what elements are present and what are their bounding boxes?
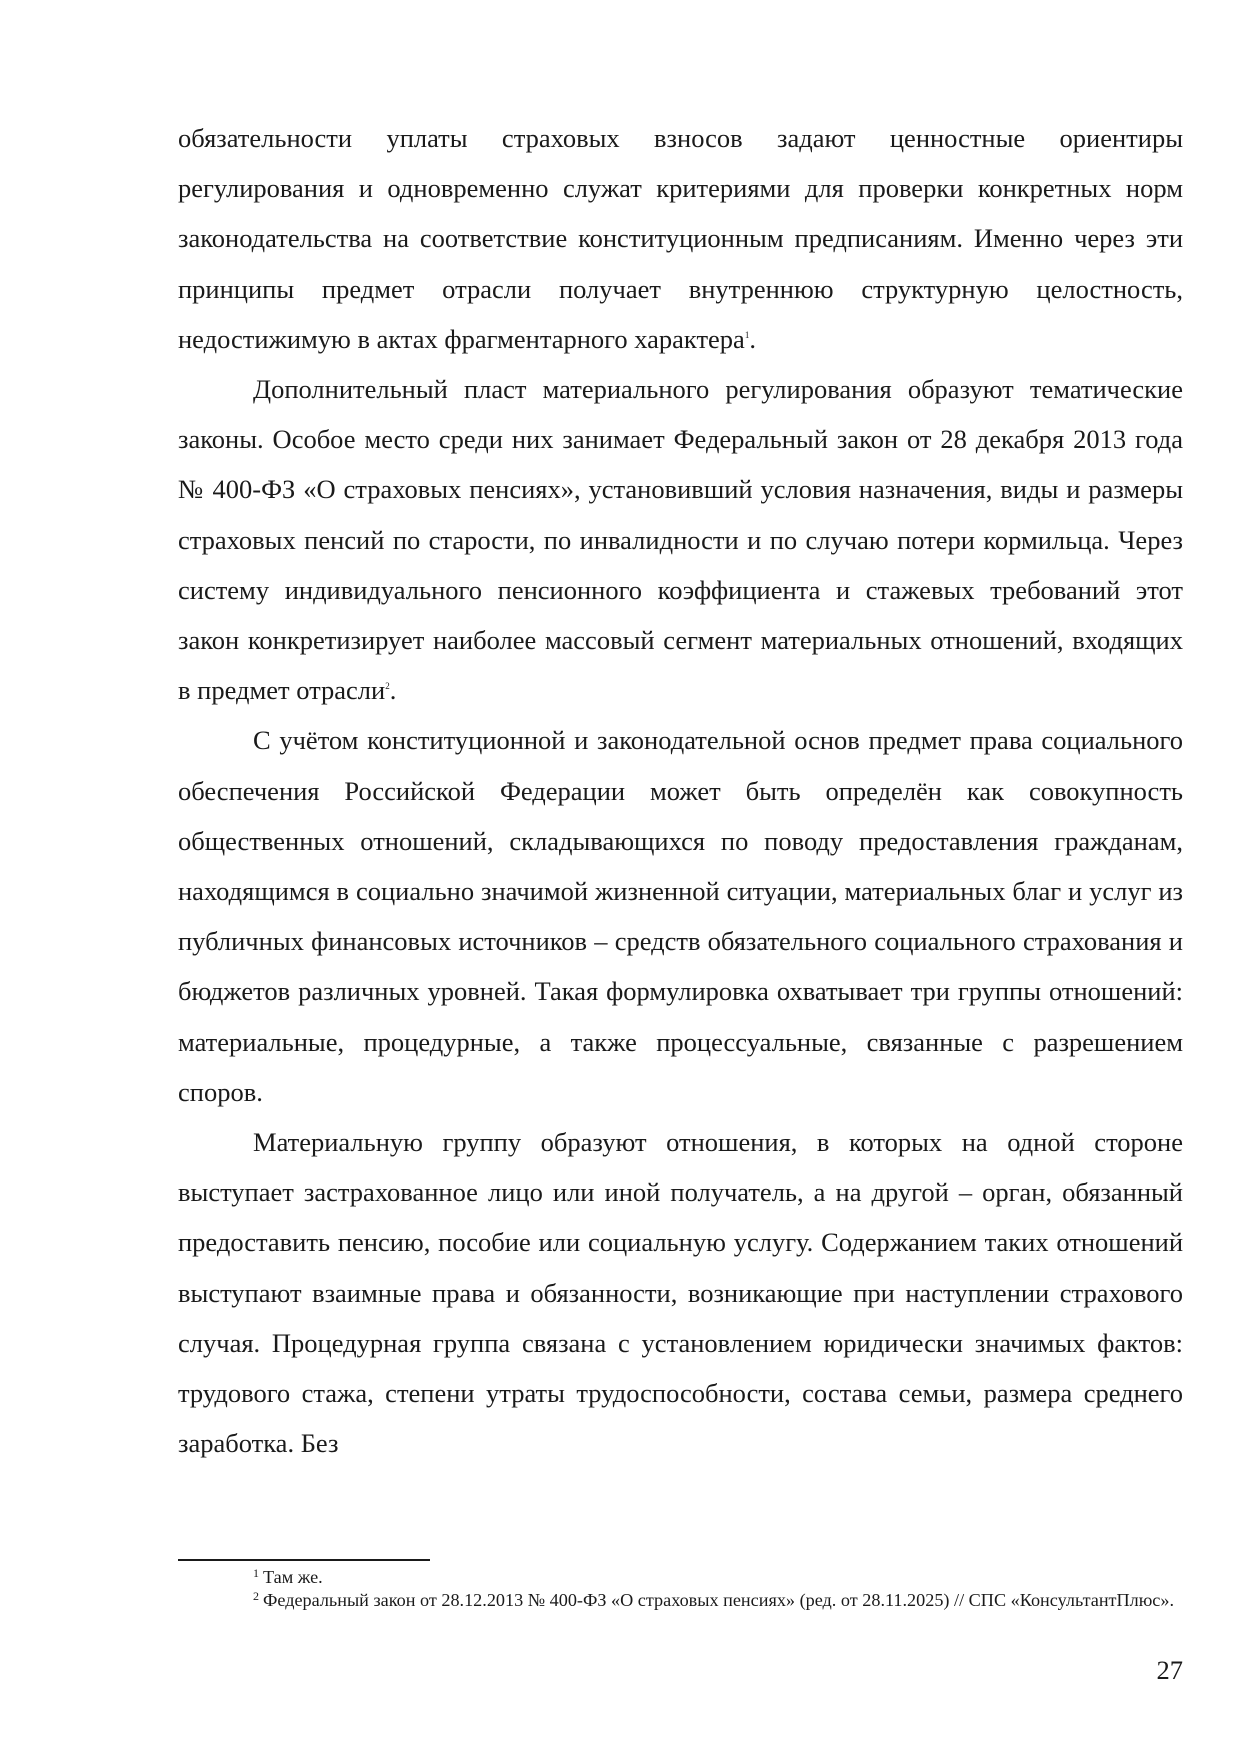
paragraph-ending: .: [389, 675, 397, 706]
footnote-reference[interactable]: 2: [385, 681, 390, 692]
footnote-separator: [178, 1559, 430, 1561]
paragraph-ending: .: [749, 323, 756, 354]
footnotes: [178, 1566, 1183, 1612]
paragraph-2: [178, 364, 1183, 715]
footnote-text: Федеральный закон от 28.12.2013 № 400-ФЗ «О страховых пенсиях» (ред. от 28.11.2025) // СПС «КонсультантПлюс».: [263, 1590, 1175, 1610]
footnote-number: 2: [253, 1589, 259, 1603]
footnote-1: [178, 1566, 1183, 1589]
paragraph-3: [178, 715, 1183, 1117]
paragraph-text: Дополнительный пласт материального регулирования образуют тематические законы. Особое место среди них занимает Федеральный закон от 28 декабря 2013 года № 400-ФЗ «О страховых пенсиях», установивший условия назначения, виды и размеры страховых пенсий по старости, по инвалидности и по случаю потери кормильца. Через систему индивидуального пенсионного коэффициента и стажевых требований этот закон конкретизирует наиболее массовый сегмент материальных отношений, входящих в предмет отрасли: [178, 374, 1183, 706]
paragraph-text: обязательности уплаты страховых взносов задают ценностные ориентиры регулирования и одновременно служат критериями для проверки конкретных норм законодательства на соответствие конституционным предписаниям. Именно через эти принципы предмет отрасли получает внутреннюю структурную целостность, недостижимую в актах фрагментарного характера: [178, 123, 1183, 354]
footnote-2: [178, 1589, 1183, 1612]
paragraph-4: [178, 1117, 1183, 1468]
footnote-reference[interactable]: 1: [744, 329, 750, 340]
paragraph-text: Материальную группу образуют отношения, в которых на одной стороне выступает застрахованное лицо или иной получатель, а на другой – орган, обязанный предоставить пенсию, пособие или социальную услугу. Содержанием таких отношений выступают взаимные права и обязанности, возникающие при наступлении страхового случая. Процедурная группа связана с установлением юридически значимых фактов: трудового стажа, степени утраты трудоспособности, состава семьи, размера среднего заработка. Без: [178, 1127, 1183, 1459]
footnote-number: 1: [253, 1566, 259, 1580]
main-text: [178, 113, 1183, 1468]
footnote-text: Там же.: [263, 1567, 323, 1587]
paragraph-1: [178, 113, 1183, 364]
paragraph-text: С учётом конституционной и законодательной основ предмет права социального обеспечения Российской Федерации может быть определён как совокупность общественных отношений, складывающихся по поводу предоставления гражданам, находящимся в социально значимой жизненной ситуации, материальных благ и услуг из публичных финансовых источников – средств обязательного социального страхования и бюджетов различных уровней. Такая формулировка охватывает три группы отношений: материальные, процедурные, а также процессуальные, связанные с разрешением споров.: [178, 725, 1183, 1107]
page-number: 27: [1156, 1655, 1183, 1685]
